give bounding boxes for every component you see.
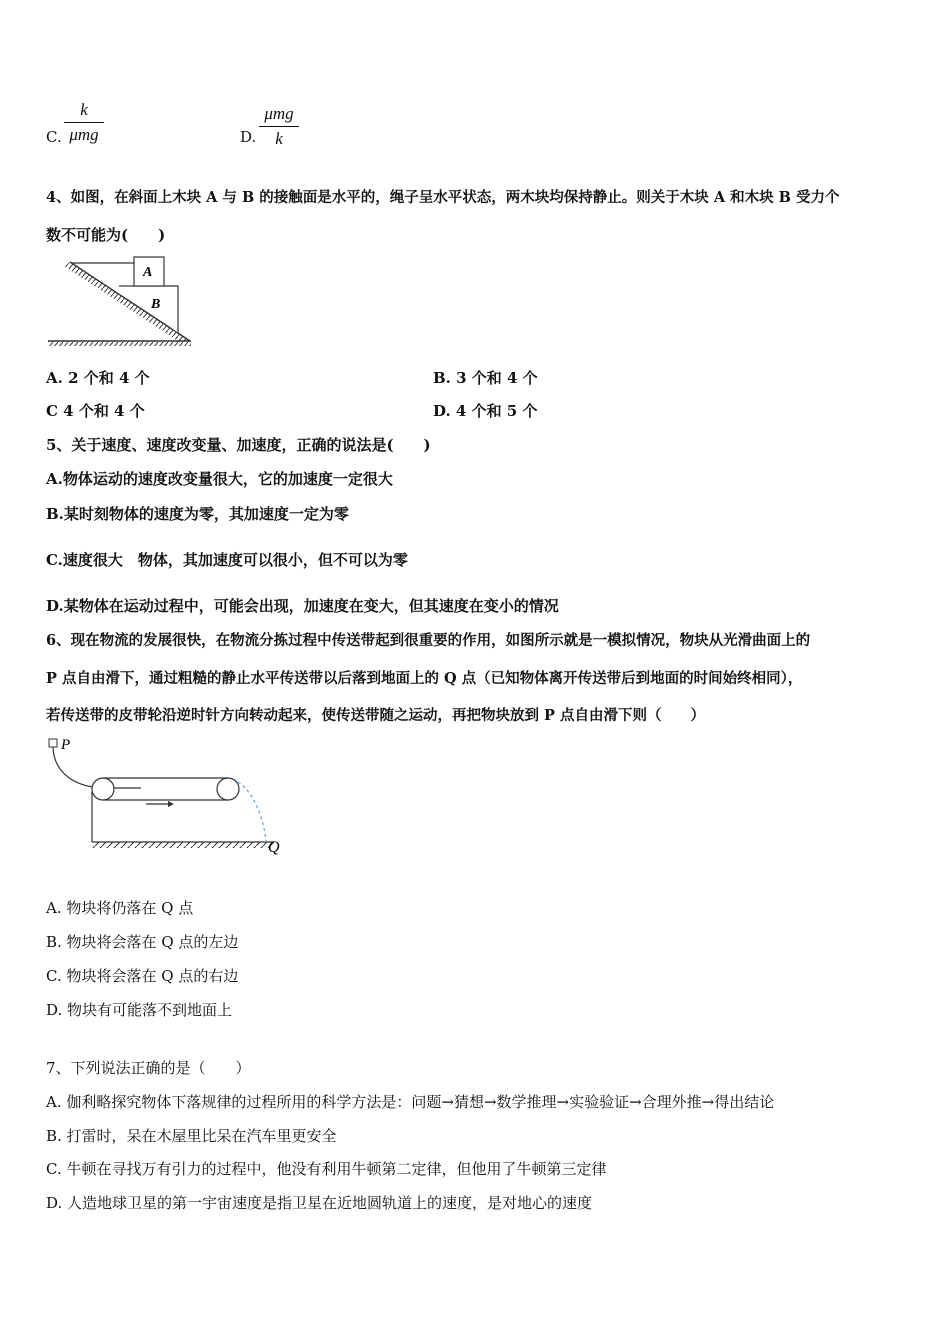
point-q-label: Q bbox=[268, 839, 280, 856]
q4-option-b: B. 3 个和 4 个 bbox=[433, 369, 538, 387]
q4-option-d: D. 4 个和 5 个 bbox=[433, 402, 538, 420]
fraction-bar bbox=[259, 126, 299, 127]
q4-option-a: A. 2 个和 4 个 bbox=[46, 369, 150, 387]
q3-option-c-fraction bbox=[64, 100, 104, 145]
q7-option-d: D. 人造地球卫星的第一宇宙速度是指卫星在近地圆轨道上的速度，是对地心的速度 bbox=[46, 1194, 593, 1212]
q6-option-d: D. 物块有可能落不到地面上 bbox=[46, 1001, 233, 1019]
q7-option-b: B. 打雷时，呆在木屋里比呆在汽车里更安全 bbox=[46, 1127, 337, 1145]
trajectory-dashed bbox=[238, 782, 266, 842]
q3-option-d-numerator: μmg bbox=[264, 104, 294, 123]
q6-option-a: A. 物块将仍落在 Q 点 bbox=[46, 899, 194, 917]
q7-option-a: A. 伽利略探究物体下落规律的过程所用的科学方法是：问题→猜想→数学推理→实验验证→合理外推→得出结论 bbox=[46, 1093, 775, 1111]
q6-stem-line2: P 点自由滑下，通过粗糙的静止水平传送带以后落到地面上的 Q 点（已知物体离开传送带后到地面的时间始终相同）， bbox=[46, 670, 803, 687]
q5-option-a: A.物体运动的速度改变量很大，它的加速度一定很大 bbox=[46, 470, 393, 488]
q5-stem: 5、关于速度、速度改变量、加速度，正确的说法是( ) bbox=[46, 436, 431, 454]
q3-option-c-label: C. bbox=[46, 128, 62, 146]
right-pulley bbox=[217, 778, 239, 800]
q4-stem-line2: 数不可能为( ) bbox=[46, 226, 166, 244]
left-pulley bbox=[92, 778, 114, 800]
fraction-bar bbox=[64, 122, 104, 123]
q3-option-c-numerator: k bbox=[80, 100, 88, 119]
q3-option-d-fraction bbox=[259, 104, 299, 149]
q3-option-d-label: D. bbox=[240, 128, 257, 146]
q3-option-d-denominator: k bbox=[275, 129, 283, 148]
q7-stem: 7、下列说法正确的是（ ） bbox=[46, 1059, 251, 1077]
q6-option-c: C. 物块将会落在 Q 点的右边 bbox=[46, 967, 239, 985]
q4-option-c: C 4 个和 4 个 bbox=[46, 402, 145, 420]
block-b-label: B bbox=[151, 297, 161, 312]
q6-stem-line1: 6、现在物流的发展很快，在物流分拣过程中传送带起到很重要的作用，如图所示就是一模拟情况，物块从光滑曲面上的 bbox=[46, 632, 811, 649]
ground-hatching bbox=[92, 842, 274, 848]
q3-option-c-denominator: μmg bbox=[69, 125, 99, 144]
q5-option-d: D.某物体在运动过程中，可能会出现，加速度在变大，但其速度在变小的情况 bbox=[46, 597, 559, 615]
q6-stem-line3: 若传送带的皮带轮沿逆时针方向转动起来，使传送带随之运动，再把物块放到 P 点自由滑下则（ ） bbox=[46, 707, 705, 724]
ground-hatching bbox=[48, 341, 191, 346]
q4-incline-figure bbox=[48, 252, 194, 348]
block-at-p bbox=[49, 739, 57, 747]
q5-option-c: C.速度很大 物体，其加速度可以很小，但不可以为零 bbox=[46, 551, 408, 569]
q6-conveyor-figure bbox=[46, 734, 296, 856]
q6-option-b: B. 物块将会落在 Q 点的左边 bbox=[46, 933, 239, 951]
block-a-label: A bbox=[143, 265, 153, 280]
q7-option-c: C. 牛顿在寻找万有引力的过程中，他没有利用牛顿第二定律，但他用了牛顿第三定律 bbox=[46, 1160, 607, 1178]
q5-option-b: B.某时刻物体的速度为零，其加速度一定为零 bbox=[46, 505, 349, 523]
point-p-label: P bbox=[61, 737, 71, 753]
q4-stem-line1: 4、如图，在斜面上木块 A 与 B 的接触面是水平的，绳子呈水平状态，两木块均保持静止。则关于木块 A 和木块 B 受力个 bbox=[46, 189, 840, 206]
